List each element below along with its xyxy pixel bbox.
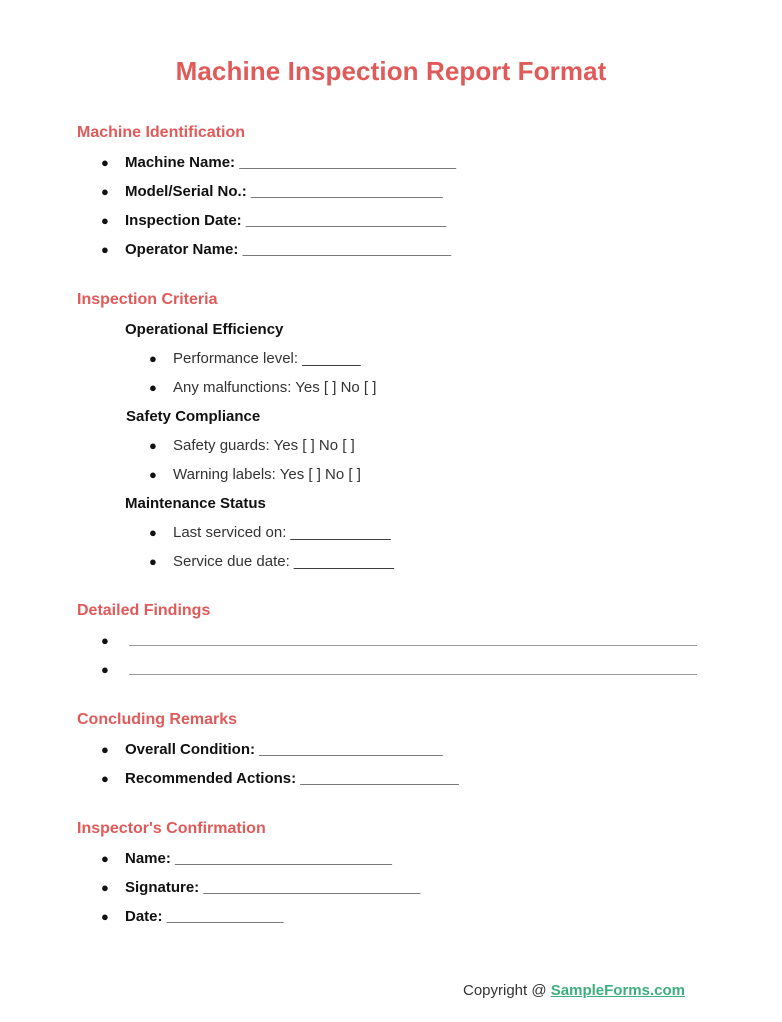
field-operator-name[interactable]: Operator Name: _________________________ (125, 241, 452, 258)
field-performance-level[interactable]: Performance level: _______ (173, 350, 361, 367)
findings-line-1[interactable] (129, 645, 697, 646)
section-heading-concluding-remarks: Concluding Remarks (77, 711, 238, 728)
field-model-serial[interactable]: Model/Serial No.: _______________________ (125, 183, 443, 200)
bullet-icon: ● (149, 554, 157, 569)
field-safety-guards[interactable]: Safety guards: Yes [ ] No [ ] (173, 437, 355, 454)
bullet-icon: ● (149, 467, 157, 482)
subheading-operational-efficiency: Operational Efficiency (125, 321, 284, 338)
findings-line-2[interactable] (129, 674, 697, 675)
subheading-safety-compliance: Safety Compliance (126, 408, 261, 425)
page-title: Machine Inspection Report Format (175, 56, 607, 86)
field-signature[interactable]: Signature: __________________________ (125, 879, 421, 896)
section-heading-detailed-findings: Detailed Findings (77, 602, 211, 619)
bullet-icon: ● (101, 851, 109, 866)
field-overall-condition[interactable]: Overall Condition: ______________________ (125, 741, 443, 758)
section-heading-inspection-criteria: Inspection Criteria (77, 291, 218, 308)
field-warning-labels[interactable]: Warning labels: Yes [ ] No [ ] (173, 466, 361, 483)
section-heading-inspector-confirmation: Inspector's Confirmation (77, 820, 266, 837)
bullet-icon: ● (149, 351, 157, 366)
bullet-icon: ● (101, 909, 109, 924)
field-inspection-date[interactable]: Inspection Date: ________________________ (125, 212, 447, 229)
bullet-icon: ● (101, 742, 109, 757)
field-last-serviced[interactable]: Last serviced on: ____________ (173, 524, 391, 541)
bullet-icon: ● (149, 438, 157, 453)
section-heading-machine-identification: Machine Identification (77, 124, 246, 141)
subheading-maintenance-status: Maintenance Status (125, 495, 266, 512)
field-recommended-actions[interactable]: Recommended Actions: ___________________ (125, 770, 459, 787)
bullet-icon: ● (149, 380, 157, 395)
bullet-icon: ● (101, 184, 109, 199)
bullet-icon: ● (101, 662, 109, 677)
field-service-due-date[interactable]: Service due date: ____________ (173, 553, 395, 570)
bullet-icon: ● (101, 155, 109, 170)
bullet-icon: ● (101, 242, 109, 257)
field-any-malfunctions[interactable]: Any malfunctions: Yes [ ] No [ ] (173, 379, 377, 396)
bullet-icon: ● (149, 525, 157, 540)
brand-link[interactable]: SampleForms.com (550, 982, 685, 999)
bullet-icon: ● (101, 213, 109, 228)
field-inspector-name[interactable]: Name: __________________________ (125, 850, 392, 867)
field-machine-name[interactable]: Machine Name: __________________________ (125, 154, 457, 171)
field-date[interactable]: Date: ______________ (125, 908, 284, 925)
bullet-icon: ● (101, 633, 109, 648)
footer-copyright (463, 982, 685, 999)
bullet-icon: ● (101, 880, 109, 895)
bullet-icon: ● (101, 771, 109, 786)
copyright-prefix: Copyright @ (463, 982, 551, 999)
